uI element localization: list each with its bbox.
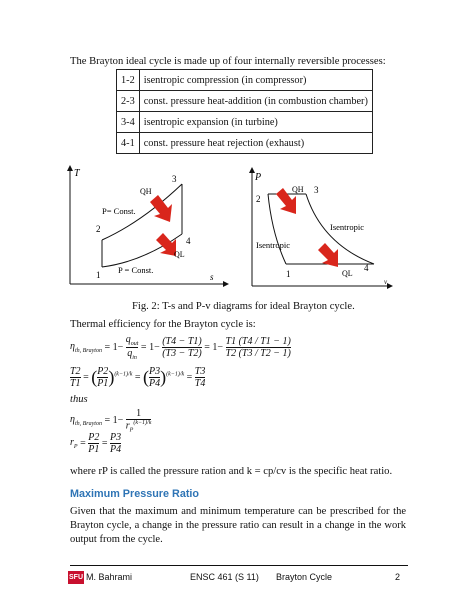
process-id: 4-1 — [117, 133, 140, 154]
eta-subscript: th, Brayton — [74, 348, 102, 354]
footer-author: M. Bahrami — [86, 572, 133, 582]
qh-label: QH — [292, 185, 304, 194]
process-desc: const. pressure heat-addition (in combustion chamber) — [139, 91, 372, 112]
point-2: 2 — [96, 224, 101, 234]
temperature-ratio: $\frac{(T4 - T1)}{(T3 - T2)}$ — [162, 336, 202, 359]
eta-symbol: η — [70, 341, 75, 352]
thus-label: thus — [70, 394, 88, 405]
process-desc: isentropic expansion (in turbine) — [139, 112, 372, 133]
s-axis-label: s — [210, 272, 214, 282]
page-number: 2 — [395, 572, 401, 582]
point-2: 2 — [256, 194, 261, 204]
process-desc: isentropic compression (in compressor) — [139, 70, 372, 91]
efficiency-result: $\eta_{th, Brayton} = 1-$ $\frac{1}{r_P^{(k-1)/k}}$ — [70, 408, 152, 434]
one: 1 — [112, 342, 118, 353]
process-desc: const. pressure heat rejection (exhaust) — [139, 133, 372, 154]
sfu-logo: SFU — [68, 571, 84, 584]
p-axis-label: P — [255, 172, 262, 183]
paragraph: Given that the maximum and minimum temperature can be prescribed for the Brayton cycle, a change in the pressure ratio can result in a change in the work output from the cycle. — [70, 506, 406, 545]
point-1: 1 — [96, 270, 101, 280]
heat-out-arrow — [318, 243, 338, 267]
efficiency-intro: Thermal efficiency for the Brayton cycle is: — [70, 319, 256, 330]
equals: = — [104, 342, 111, 353]
footer-rule — [70, 565, 408, 566]
factored-ratio: $\frac{T1 (T4 / T1 - 1)}{T2 (T3 / T2 - 1)}$ — [225, 336, 291, 359]
ts-diagram — [62, 162, 232, 292]
process-1-2 — [268, 194, 286, 264]
figure-caption: Fig. 2: T-s and P-v diagrams for ideal Brayton cycle. — [132, 301, 355, 312]
table-row — [117, 112, 373, 133]
table-row — [117, 91, 373, 112]
qh-label: QH — [140, 187, 152, 196]
process-id: 2-3 — [117, 91, 140, 112]
footer-course: ENSC 461 (S 11) — [190, 572, 259, 582]
ql-label: QL — [174, 250, 185, 259]
intro-text: The Brayton ideal cycle is made up of four internally reversible processes: — [70, 56, 386, 67]
pv-diagram — [246, 164, 396, 292]
efficiency-equation: $\eta_{th, Brayton} = 1-$ $\frac{q_{out}}{q_{in}}$ = 1− $\frac{(T4 - T1)}{(T3 - T2)}$ = 1− $\frac{T1 (T4 / T1 - 1)}{T2 (T3 / T2 - 1)}$ — [70, 334, 291, 361]
q-ratio: $\frac{q_{out}}{q_{in}}$ — [125, 334, 139, 361]
isentropic-upper-label: Isentropic — [330, 222, 364, 232]
footer-topic: Brayton Cycle — [276, 572, 333, 582]
heat-out-arrow — [156, 233, 176, 256]
point-3: 3 — [314, 185, 319, 195]
table-row — [117, 70, 373, 91]
where-text: where rP is called the pressure ration and k = cp/cv is the specific heat ratio. — [70, 466, 393, 477]
point-4: 4 — [364, 263, 369, 273]
table-row — [117, 133, 373, 154]
ql-label: QL — [342, 269, 353, 278]
low-pressure-label: P = Const. — [118, 265, 154, 275]
t-axis-label: T — [74, 168, 80, 179]
high-pressure-label: P= Const. — [102, 206, 136, 216]
pressure-ratio-definition: $r_P$ = $\frac{P2}{P1}$ = $\frac{P3}{P4}$ — [70, 432, 122, 455]
point-4: 4 — [186, 236, 191, 246]
point-1: 1 — [286, 269, 291, 279]
process-id: 3-4 — [117, 112, 140, 133]
point-3: 3 — [172, 174, 177, 184]
isentropic-relation: $\frac{T2}{T1}$ = ( $\frac{P2}{P1}$ )$^{(k-1)/k}$ = ( $\frac{P3}{P4}$ )$^{(k-1)/k}$ = $\frac{T3}{T4}$ — [70, 366, 206, 389]
minus: − — [117, 342, 124, 353]
process-table — [116, 69, 373, 154]
process-id: 1-2 — [117, 70, 140, 91]
section-heading: Maximum Pressure Ratio — [70, 488, 200, 500]
v-axis-label: v — [384, 278, 388, 286]
isentropic-lower-label: Isentropic — [256, 240, 290, 250]
